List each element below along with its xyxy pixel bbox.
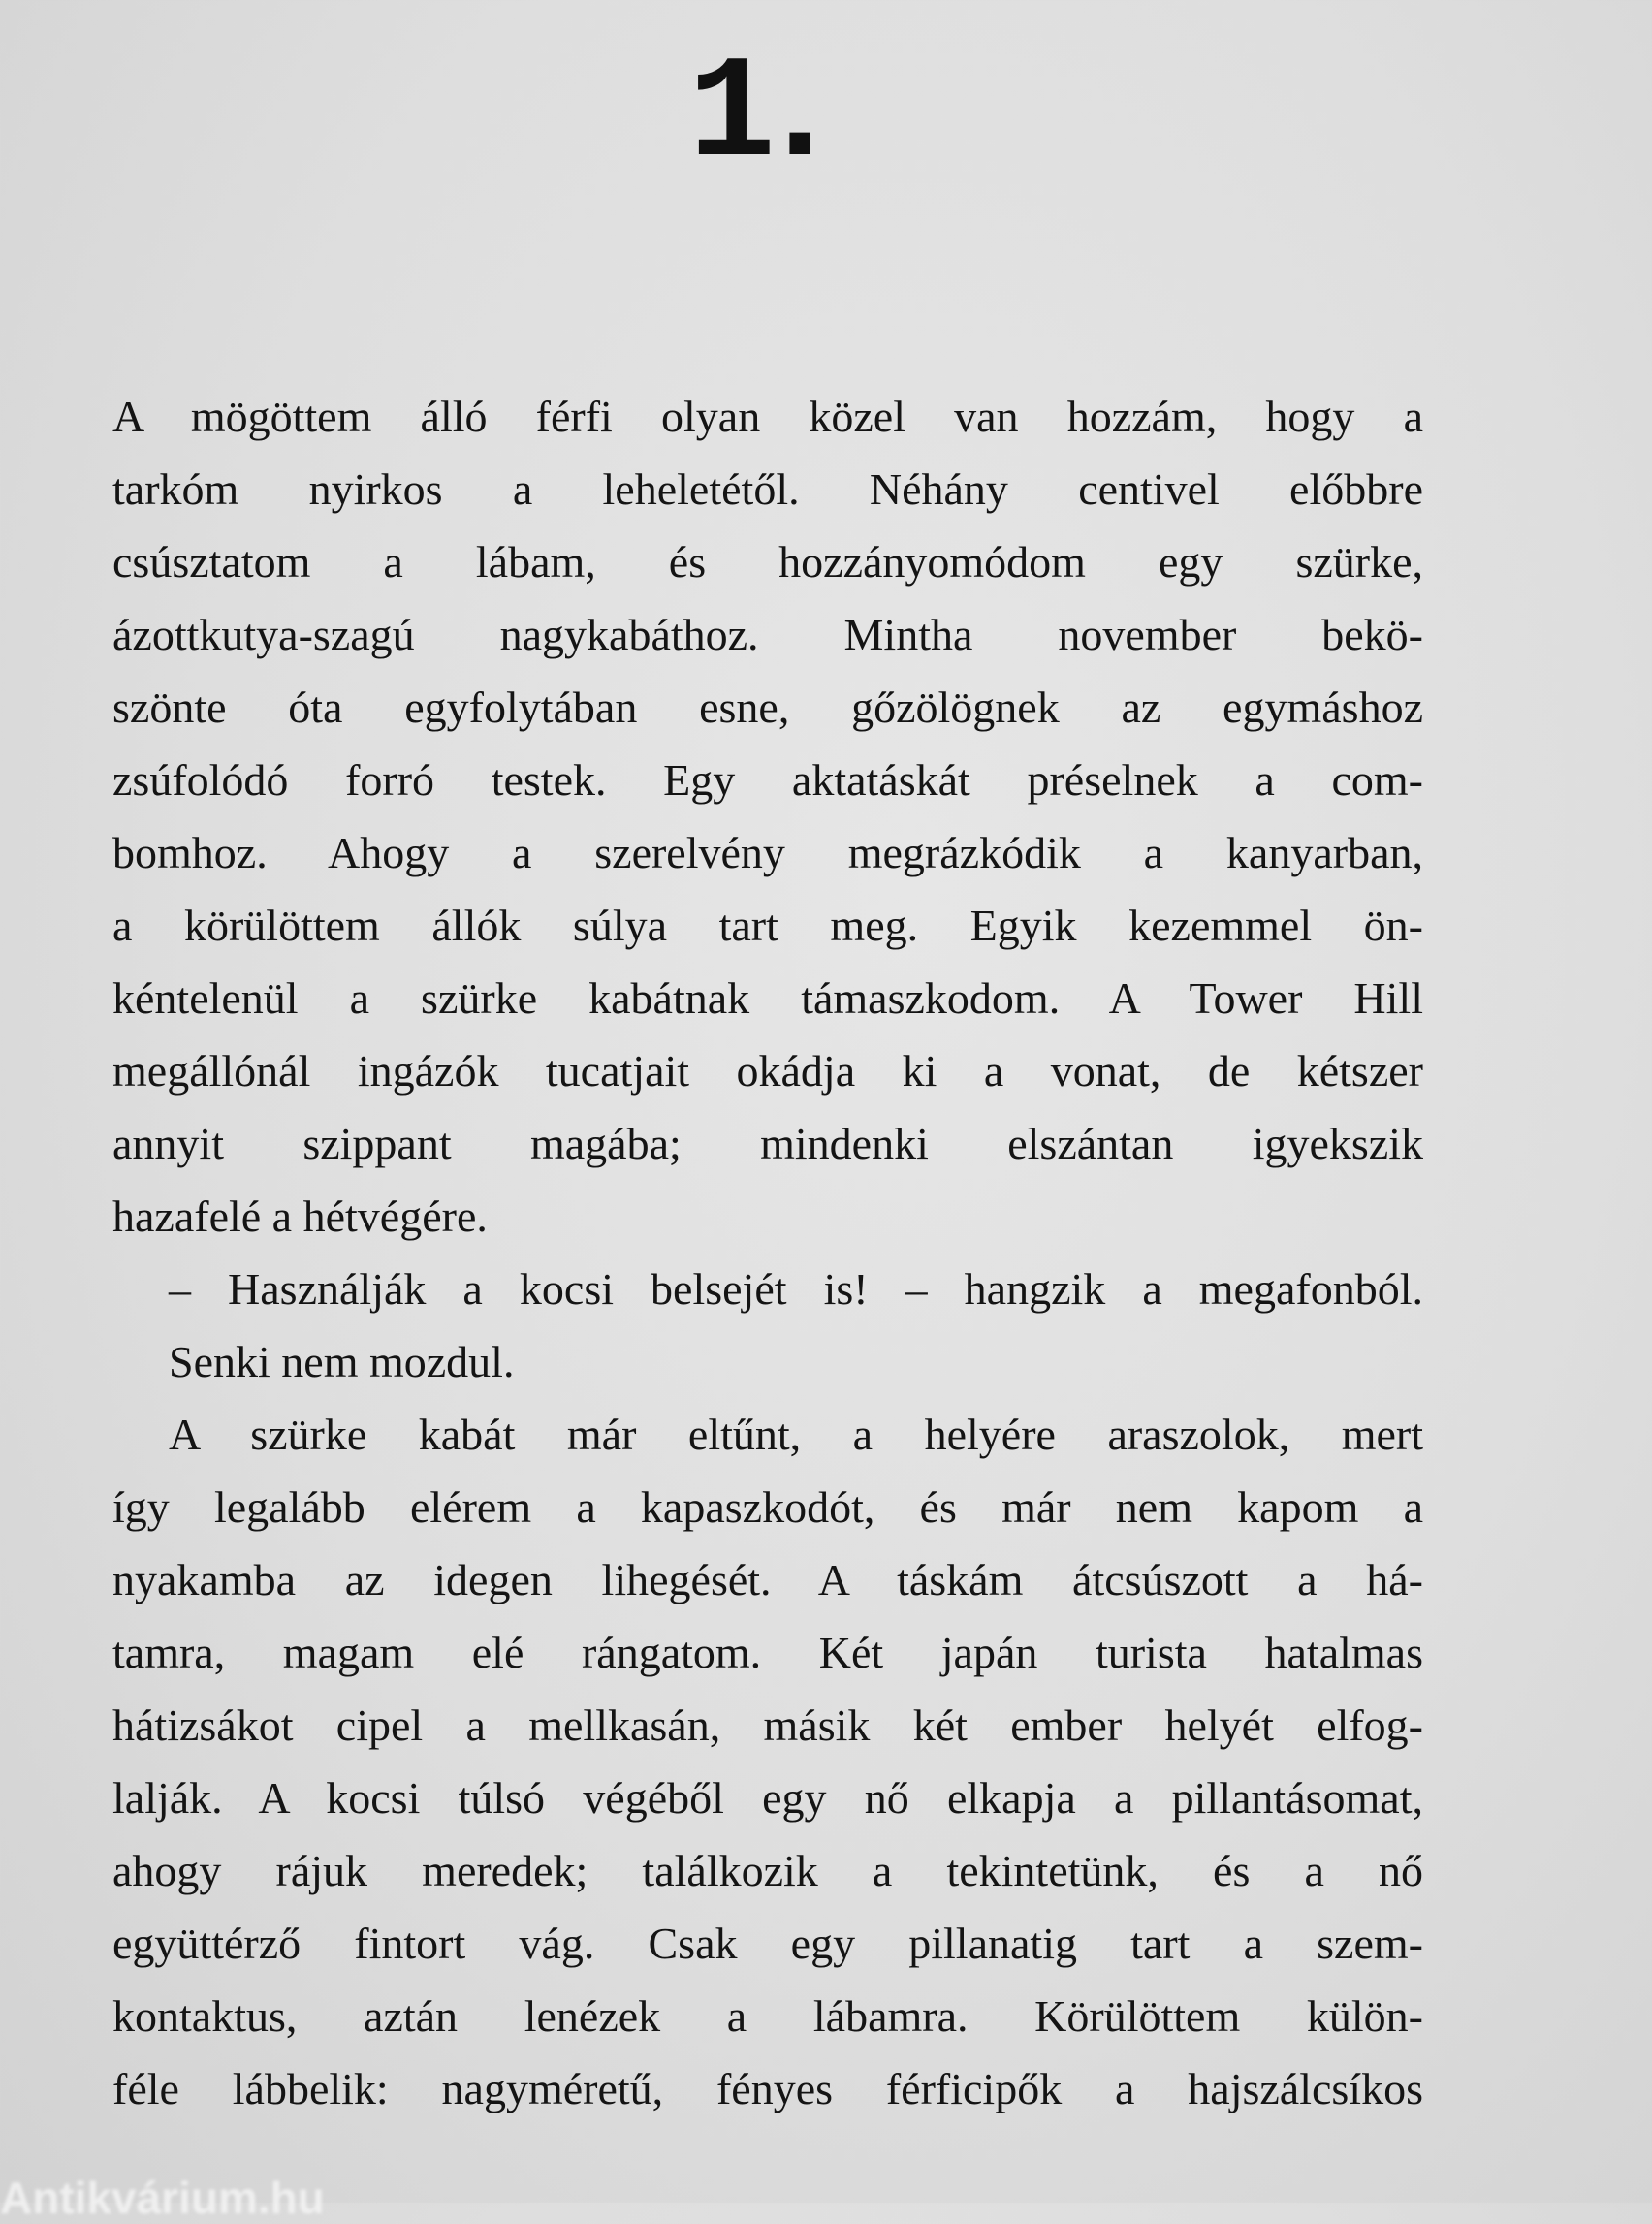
text-line: így legalább elérem a kapaszkodót, és már nem kapom a [112,1482,1423,1532]
text-line: hazafelé a hétvégére. [112,1191,488,1241]
text-line: Senki nem mozdul. [169,1337,515,1386]
body-text [112,380,1423,2125]
text-line: nyakamba az idegen lihegését. A táskám átcsúszott a há- [112,1555,1423,1604]
chapter-number: 1. [687,34,825,199]
text-line: kontaktus, aztán lenézek a lábamra. Körülöttem külön- [112,1991,1423,2041]
text-line: A szürke kabát már eltűnt, a helyére araszolok, mert [169,1410,1423,1459]
text-line: annyit szippant magába; mindenki elszántan igyekszik [112,1119,1423,1168]
text-line: csúsztatom a lábam, és hozzányomódom egy szürke, [112,537,1423,587]
text-line: megállónál ingázók tucatjait okádja ki a vonat, de kétszer [112,1046,1423,1096]
text-line: bomhoz. Ahogy a szerelvény megrázkódik a kanyarban, [112,828,1423,877]
text-line: ázottkutya-szagú nagykabáthoz. Mintha november bekö- [112,610,1423,659]
text-line: – Használják a kocsi belsejét is! – hangzik a megafonból. [169,1264,1423,1314]
text-line: a körülöttem állók súlya tart meg. Egyik kezemmel ön- [112,901,1423,950]
text-line: együttérző fintort vág. Csak egy pillanatig tart a szem- [112,1919,1423,1968]
text-line: ahogy rájuk meredek; találkozik a tekintetünk, és a nő [112,1846,1423,1895]
watermark: Antikvárium.hu [0,2173,325,2223]
text-line: A mögöttem álló férfi olyan közel van hozzám, hogy a [112,392,1423,441]
text-line: tarkóm nyirkos a leheletétől. Néhány centivel előbbre [112,464,1423,514]
text-line: zsúfolódó forró testek. Egy aktatáskát préselnek a com- [112,755,1423,805]
text-line: szönte óta egyfolytában esne, gőzölögnek az egymáshoz [112,683,1423,732]
text-line: kéntelenül a szürke kabátnak támaszkodom. A Tower Hill [112,973,1423,1023]
text-line: tamra, magam elé rángatom. Két japán turista hatalmas [112,1628,1423,1677]
text-line: hátizsákot cipel a mellkasán, másik két ember helyét elfog- [112,1700,1423,1750]
text-line: féle lábbelik: nagyméretű, fényes férficipők a hajszálcsíkos [112,2064,1423,2113]
text-line: lalják. A kocsi túlsó végéből egy nő elkapja a pillantásomat, [112,1773,1423,1823]
